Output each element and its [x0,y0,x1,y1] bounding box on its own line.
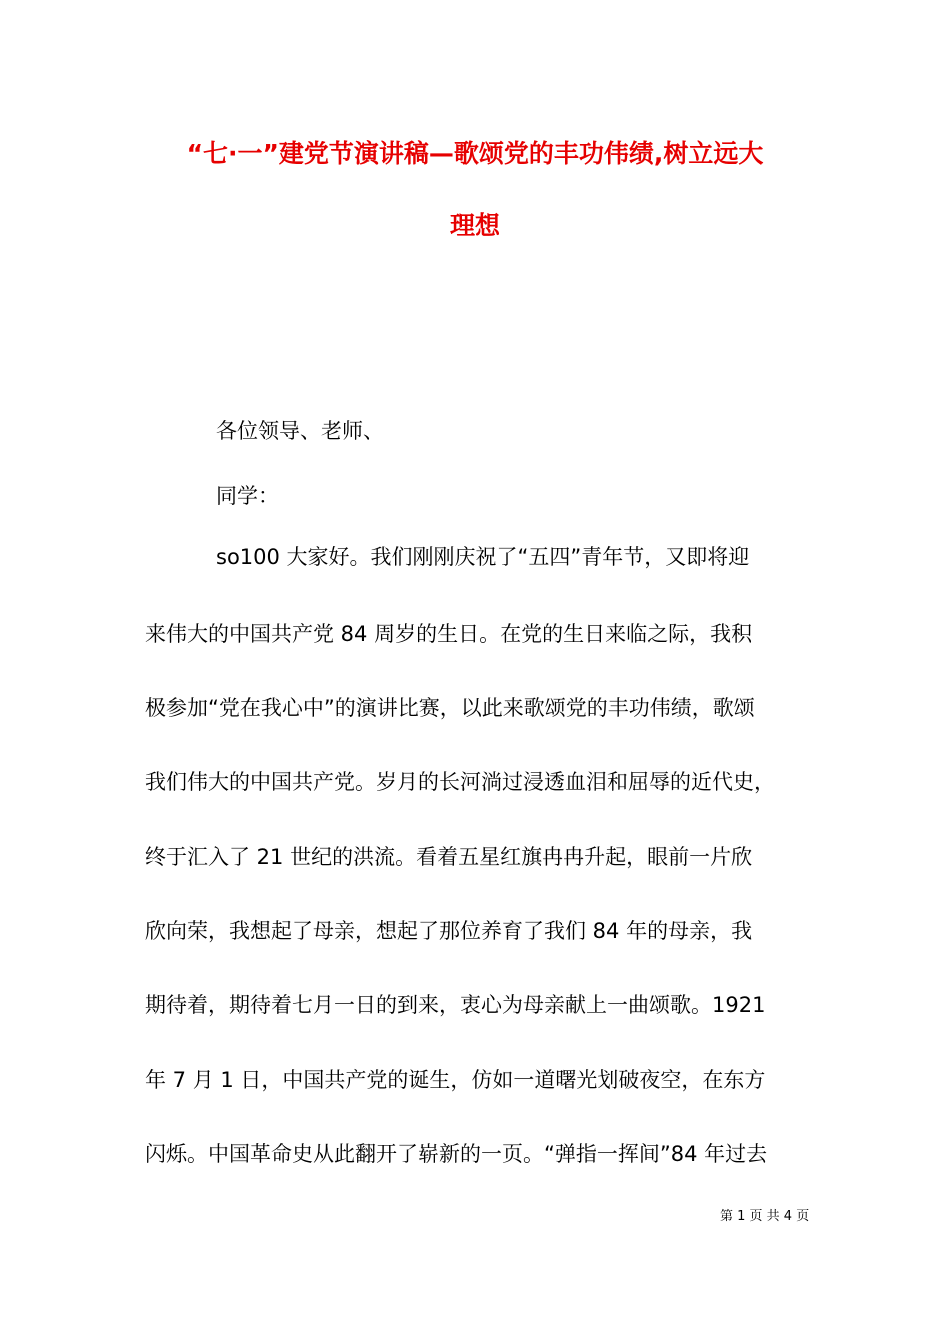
salutation-line: 各位领导、老师、 [216,419,384,443]
paragraph-line: 我们伟大的中国共产党。岁月的长河淌过浸透血泪和屈辱的近代史， [145,770,775,794]
paragraph-line: 期待着，期待着七月一日的到来，衷心为母亲献上一曲颂歌。1921 [145,993,766,1017]
paragraph-line: 闪烁。中国革命史从此翻开了崭新的一页。“弹指一挥间”84 年过去 [145,1142,768,1166]
salutation-line: 同学： [216,484,279,508]
paragraph-line: 年 7 月 1 日，中国共产党的诞生，仿如一道曙光划破夜空，在东方 [145,1068,766,1092]
paragraph-line: 来伟大的中国共产党 84 周岁的生日。在党的生日来临之际，我积 [145,622,753,646]
paragraph-line: so100 大家好。我们刚刚庆祝了“五四”青年节，又即将迎 [216,545,750,569]
title-line-1: “七·一”建党节演讲稿—歌颂党的丰功伟绩,树立远大 [186,139,764,168]
paragraph-line: 欣向荣，我想起了母亲，想起了那位养育了我们 84 年的母亲，我 [145,919,753,943]
title-line-2: 理想 [449,211,500,240]
paragraph-line: 极参加“党在我心中”的演讲比赛，以此来歌颂党的丰功伟绩，歌颂 [145,696,755,720]
paragraph-line: 终于汇入了 21 世纪的洪流。看着五星红旗冉冉升起，眼前一片欣 [145,845,753,869]
page-footer: 第 1 页 共 4 页 [720,1209,810,1224]
